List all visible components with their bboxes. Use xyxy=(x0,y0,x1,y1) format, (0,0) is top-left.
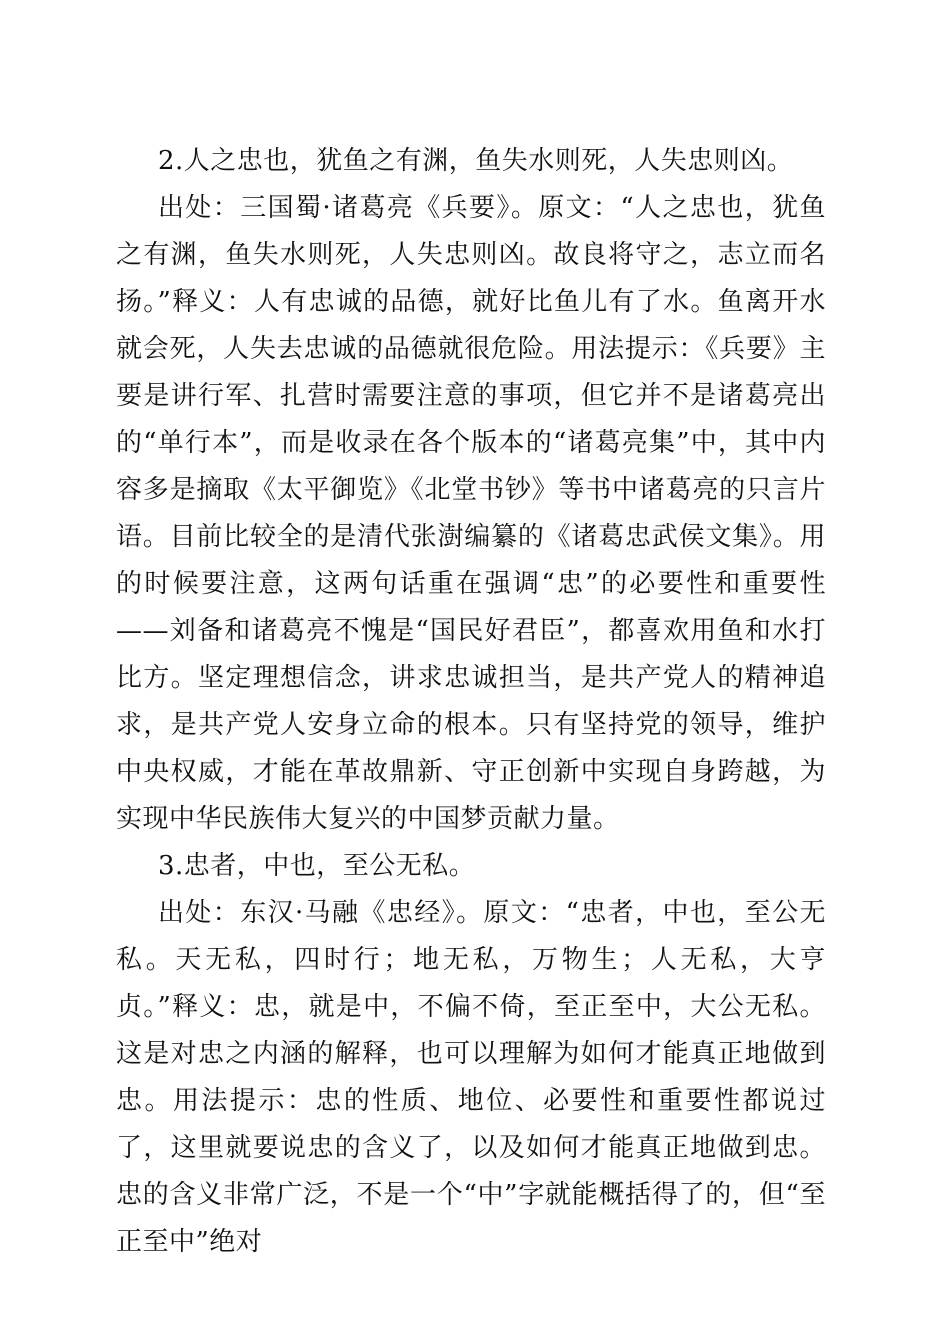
section-heading: 3.忠者，中也，至公无私。 xyxy=(158,851,476,881)
section-body: 出处：东汉·马融《忠经》。原文：“忠者，中也，至公无私。天无私，四时行；地无私，万物生；人无私，大亨贞。”释义：忠，就是中，不偏不倚，至正至中，大公无私。这是对忠之内涵的解释，也可以理解为如何才能真正地做到忠。用法提示：忠的性质、地位、必要性和重要性都说过了，这里就要说忠的含义了，以及如何才能真正地做到忠。忠的含义非常广泛，不是一个“中”字就能概括得了的，但“至正至中”绝对 xyxy=(116,898,826,1257)
document-page xyxy=(116,138,826,1266)
section-heading: 2.人之忠也，犹鱼之有渊，鱼失水则死，人失忠则凶。 xyxy=(158,146,794,176)
section-body: 出处：三国蜀·诸葛亮《兵要》。原文：“人之忠也，犹鱼之有渊，鱼失水则死，人失忠则凶。故良将守之，志立而名扬。”释义：人有忠诚的品德，就好比鱼儿有了水。鱼离开水就会死，人失去忠诚的品德就很危险。用法提示：《兵要》主要是讲行军、扎营时需要注意的事项，但它并不是诸葛亮出的“单行本”，而是收录在各个版本的“诸葛亮集”中，其中内容多是摘取《太平御览》《北堂书钞》等书中诸葛亮的只言片语。目前比较全的是清代张澍编纂的《诸葛忠武侯文集》。用的时候要注意，这两句话重在强调“忠”的必要性和重要性——刘备和诸葛亮不愧是“国民好君臣”，都喜欢用鱼和水打比方。坚定理想信念，讲求忠诚担当，是共产党人的精神追求，是共产党人安身立命的根本。只有坚持党的领导，维护中央权威，才能在革故鼎新、守正创新中实现自身跨越，为实现中华民族伟大复兴的中国梦贡献力量。 xyxy=(116,193,826,834)
